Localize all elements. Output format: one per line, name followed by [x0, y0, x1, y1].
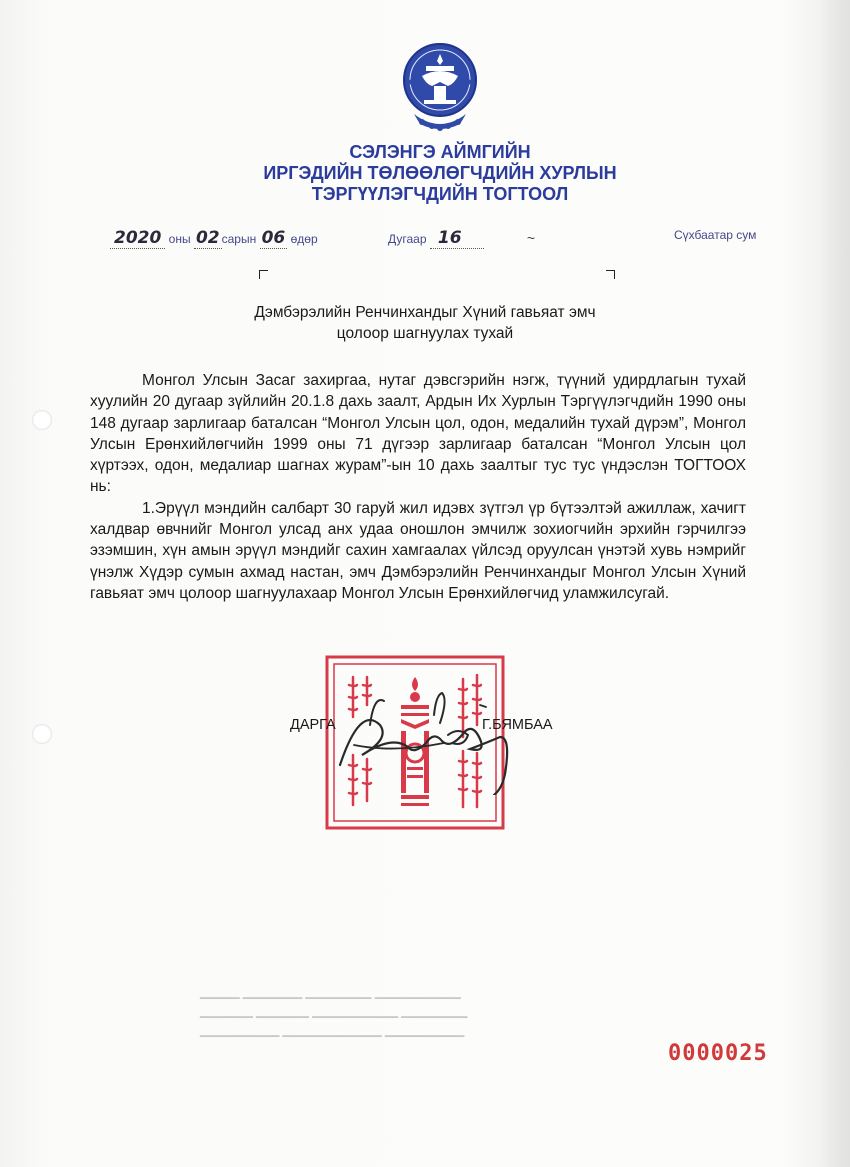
body-paragraph-2: 1.Эрүүл мэндийн салбарт 30 гаруй жил идэвх зүтгэл үр бүтээлтэй ажиллаж, хачигт халдвар өвчнийг Монгол улсад анх удаа оношлон эмчилж зохиогчийн эрхийн гэрчилгээ эзэмшин, хүн амын эрүүл мэндийг сахин хамгаалах үйлсэд оруулсан үнэтэй хувь нэмрийг үнэлж Хүдэр сумын ахмад настан, эмч Дэмбэрэлийн Ренчинхандыг Монгол Улсын Хүний гавьяат эмч цолоор шагнуулахаар Монгол Улсын Ерөнхийлөгчид уламжилсугай.: [90, 499, 746, 602]
date-day-label: өдөр: [290, 232, 318, 246]
number-label: Дугаар: [388, 232, 427, 246]
header-line-2: ИРГЭДИЙН ТӨЛӨӨЛӨГЧДИЙН ХУРЛЫН: [263, 163, 617, 183]
corner-bracket-right: [606, 270, 615, 279]
punch-hole-bottom: [32, 724, 52, 744]
date-year-label: оны: [168, 232, 191, 246]
place-label: Сүхбаатар сум: [674, 228, 757, 242]
date-day: 06: [261, 228, 286, 248]
corner-bracket-left: [259, 270, 268, 279]
bleed-through-reverse-text: ━━━━━━━━━━━━━ ━━━━━━━━━━ ━━━━━━━━━ ━━━━━━ ━━━━━━━━━━ ━━━━━━━━━━━━━ ━━━━━━━━ ━━━━━━━━ ━━━━━━━━━━━━ ━━━━━━━━━━━━━━━ ━━━━━━━━━━━━: [200, 993, 468, 1043]
body-paragraph-1: Монгол Улсын Засаг захиргаа, нутаг дэвсгэрийн нэгж, түүний удирдлагын тухай хуулийн 20 дугаар зүйлийн 20.1.8 дахь заалт, Ардын Их Хурлын Тэргүүлэгчдийн 1990 оны 148 дугаар зарлигаар баталсан “Монгол Улсын цол, одон, медалийн тухай дүрэм”, Монгол Улсын Ерөнхийлөгчийн 1999 оны 71 дүгээр зарлигаар баталсан “Монгол Улсын цол хүртээх, одон, медалиар шагнах журам”-ын 10 дахь заалтыг тус тус үндэслэн ТОГТООХ нь:: [90, 372, 746, 496]
resolution-body: [90, 370, 746, 604]
handwritten-signature: [330, 675, 540, 795]
paper-edge-shadow: [820, 0, 850, 1167]
date-field: [110, 228, 318, 248]
signatory-name: Г.БЯМБАА: [482, 717, 553, 733]
signatory-position: ДАРГА: [290, 717, 336, 733]
header-line-1: СЭЛЭНГЭ АЙМГИЙН: [349, 142, 531, 162]
number-dash-mark: ~: [526, 230, 536, 246]
date-month: 02: [195, 228, 220, 248]
title-line-2: цолоор шагнуулах тухай: [336, 325, 514, 342]
title-line-1: Дэмбэрэлийн Ренчинхандыг Хүний гавьяат эмч: [254, 304, 596, 321]
date-month-label: сарын: [221, 232, 257, 246]
resolution-title: [200, 302, 650, 344]
header-line-3: ТЭРГҮҮЛЭГЧДИЙН ТОГТООЛ: [311, 184, 569, 204]
number-field: [388, 228, 535, 248]
number-value: 16: [430, 228, 484, 249]
state-emblem-icon: [400, 38, 480, 134]
serial-number: 0000025: [668, 1041, 768, 1066]
punch-hole-top: [32, 410, 52, 430]
date-year: 2020: [110, 228, 165, 249]
